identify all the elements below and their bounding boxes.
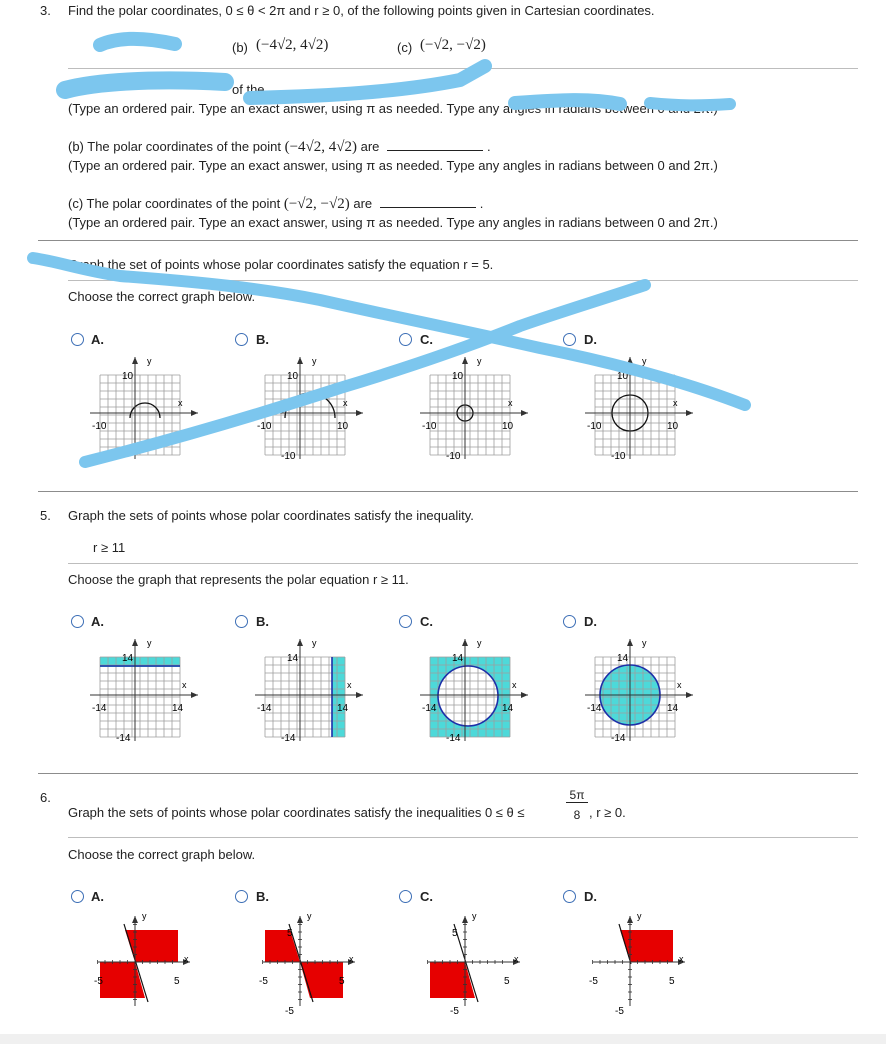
y-axis-arrow — [462, 357, 468, 364]
y-min-label: -5 — [285, 1006, 294, 1017]
y-axis-arrow — [462, 916, 468, 923]
y-max-label: 14 — [287, 653, 299, 664]
q6-option-a-radio[interactable] — [71, 890, 84, 903]
y-min-label: -14 — [281, 733, 296, 744]
x-axis-label: x — [178, 398, 183, 408]
q3-point-b: (−4√2, 4√2) — [256, 37, 329, 53]
q6-graph-d[interactable] — [585, 910, 695, 1015]
x-axis-arrow — [521, 692, 528, 698]
axes — [255, 357, 363, 459]
q5-graph-b[interactable] — [255, 637, 375, 742]
q4-graph-c[interactable] — [420, 355, 530, 460]
y-min-label: -10 — [446, 451, 461, 462]
q5-option-c-label: C. — [420, 614, 433, 629]
q5-option-b-radio[interactable] — [235, 615, 248, 628]
x-axis-arrow — [191, 692, 198, 698]
q6-option-c-label: C. — [420, 889, 433, 904]
x-max-label: 14 — [337, 703, 349, 714]
x-axis-arrow — [521, 410, 528, 416]
q6-graph-b[interactable] — [255, 910, 365, 1015]
q3-part-b-are: are — [360, 139, 380, 154]
q6-graph-c[interactable] — [420, 910, 530, 1015]
x-axis-arrow — [356, 692, 363, 698]
x-min-label: -5 — [589, 976, 598, 987]
q5-graph-d[interactable] — [585, 637, 705, 742]
q5-option-a-radio[interactable] — [71, 615, 84, 628]
grid — [100, 375, 180, 455]
q4-option-c-radio[interactable] — [399, 333, 412, 346]
q5-choose-text: Choose the graph that represents the polar equation r ≥ 11. — [68, 572, 409, 587]
divider — [38, 773, 858, 774]
y-axis-label: y — [312, 356, 317, 366]
divider — [38, 240, 858, 241]
axes — [255, 639, 363, 741]
y-axis-label: y — [307, 911, 312, 921]
x-axis-label: x — [184, 954, 189, 964]
q5-graph-c[interactable] — [420, 637, 540, 742]
q6-option-b-radio[interactable] — [235, 890, 248, 903]
y-max-label: 5 — [452, 928, 458, 939]
divider — [68, 837, 858, 838]
x-axis-label: x — [679, 954, 684, 964]
grid — [100, 657, 180, 737]
x-max-label: 5 — [174, 976, 180, 987]
q6-prompt: Graph the sets of points whose polar coordinates satisfy the inequalities 0 ≤ θ ≤ — [68, 805, 525, 820]
q4-graph-b[interactable] — [255, 355, 365, 460]
x-max-label: 14 — [667, 703, 679, 714]
y-min-label: -14 — [446, 733, 461, 744]
x-min-label: -14 — [257, 703, 272, 714]
divider — [68, 280, 858, 281]
axes — [420, 357, 528, 459]
q4-option-a-label: A. — [91, 332, 104, 347]
q3-part-c-question: (c) The polar coordinates of the point (−√2, −√2) are . — [68, 196, 484, 212]
x-min-label: -14 — [422, 703, 437, 714]
q3-part-b-instructions: (Type an ordered pair. Type an exact answer, using π as needed. Type any angles in radians between 0 and 2π.) — [68, 158, 718, 173]
grid — [595, 375, 675, 455]
axes — [90, 357, 198, 459]
q6-number: 6. — [40, 790, 51, 805]
x-max-label: 14 — [502, 703, 514, 714]
x-axis-label: x — [349, 954, 354, 964]
q3-part-c-point: (−√2, −√2) — [283, 196, 350, 212]
q6-option-c-radio[interactable] — [399, 890, 412, 903]
x-axis-label: x — [508, 398, 513, 408]
q6-fraction-denominator: 8 — [573, 808, 581, 822]
x-min-label: -5 — [259, 976, 268, 987]
x-min-label: -5 — [94, 976, 103, 987]
semicircle-curve — [285, 393, 335, 418]
shaded-sector — [265, 930, 300, 962]
x-max-label: 5 — [504, 976, 510, 987]
q3-point-c-label: (c) — [397, 40, 413, 55]
q5-option-c-radio[interactable] — [399, 615, 412, 628]
grid — [430, 375, 510, 455]
shaded-sector — [100, 962, 145, 998]
y-max-label: 10 — [287, 371, 299, 382]
x-axis-arrow — [686, 692, 693, 698]
q6-option-a-label: A. — [91, 889, 104, 904]
y-axis-label: y — [147, 356, 152, 366]
q6-fraction-numerator: 5π — [566, 788, 588, 803]
x-min-label: -10 — [422, 421, 437, 432]
x-axis-arrow — [191, 410, 198, 416]
q3-part-b-question: (b) The polar coordinates of the point (−4√2, 4√2) are . — [68, 139, 491, 155]
y-axis-arrow — [297, 357, 303, 364]
x-axis-label: x — [182, 680, 187, 690]
x-axis-label: x — [673, 398, 678, 408]
divider — [38, 491, 858, 492]
x-max-label: 10 — [502, 421, 514, 432]
y-axis-label: y — [147, 638, 152, 648]
q3-part-a-instructions: (Type an ordered pair. Type an exact answer, using π as needed. Type any angles in radians between 0 and 2π.) — [68, 101, 718, 116]
q3-part-c-instructions: (Type an ordered pair. Type an exact answer, using π as needed. Type any angles in radians between 0 and 2π.) — [68, 215, 718, 230]
q5-prompt: Graph the sets of points whose polar coordinates satisfy the inequality. — [68, 508, 474, 523]
y-min-label: -14 — [611, 733, 626, 744]
y-min-label: -10 — [611, 451, 626, 462]
q6-option-d-radio[interactable] — [563, 890, 576, 903]
y-axis-arrow — [297, 639, 303, 646]
y-max-label: 10 — [452, 371, 464, 382]
y-max-label: 10 — [617, 371, 629, 382]
y-axis-arrow — [132, 357, 138, 364]
q4-option-c-label: C. — [420, 332, 433, 347]
y-axis-label: y — [312, 638, 317, 648]
shaded-sector — [125, 930, 178, 962]
q4-graph-a[interactable] — [90, 355, 200, 460]
q5-option-d-label: D. — [584, 614, 597, 629]
q6-option-b-label: B. — [256, 889, 269, 904]
q5-option-a-label: A. — [91, 614, 104, 629]
q3-part-a-partial: of the — [232, 82, 265, 97]
y-axis-arrow — [627, 357, 633, 364]
y-axis-arrow — [132, 639, 138, 646]
q4-option-b-label: B. — [256, 332, 269, 347]
y-axis-label: y — [642, 356, 647, 366]
x-max-label: 10 — [667, 421, 679, 432]
axes — [585, 357, 693, 459]
q4-option-d-radio[interactable] — [563, 333, 576, 346]
y-axis-label: y — [142, 911, 147, 921]
y-max-label: 5 — [287, 928, 293, 939]
shaded-sector — [620, 930, 673, 962]
scribble-stroke — [250, 66, 485, 98]
q3-point-c: (−√2, −√2) — [420, 37, 486, 53]
x-axis-label: x — [347, 680, 352, 690]
shaded-sector — [430, 962, 475, 998]
scribble-stroke — [65, 80, 225, 90]
x-axis-label: x — [677, 680, 682, 690]
q4-option-d-label: D. — [584, 332, 597, 347]
q3-part-b-answer-field[interactable] — [387, 138, 483, 151]
divider — [68, 563, 858, 564]
q3-part-b-text: (b) The polar coordinates of the point — [68, 139, 281, 154]
y-min-label: -5 — [615, 1006, 624, 1017]
y-axis-arrow — [132, 916, 138, 923]
y-axis-label: y — [477, 356, 482, 366]
q3-point-b-label: (b) — [232, 40, 248, 55]
y-max-label: 14 — [452, 653, 464, 664]
grid — [265, 375, 345, 455]
divider — [68, 68, 858, 69]
q5-inequality: r ≥ 11 — [93, 540, 126, 555]
y-max-label: 14 — [617, 653, 629, 664]
y-axis-label: y — [472, 911, 477, 921]
q3-part-c-answer-field[interactable] — [380, 195, 476, 208]
y-max-label: 10 — [122, 371, 134, 382]
q4-graph-d[interactable] — [585, 355, 695, 460]
x-min-label: -10 — [92, 421, 107, 432]
q6-choose-text: Choose the correct graph below. — [68, 847, 256, 862]
x-max-label: 5 — [669, 976, 675, 987]
q4-option-b-radio[interactable] — [235, 333, 248, 346]
q6-prompt-end: , r ≥ 0. — [589, 805, 626, 820]
x-min-label: -14 — [587, 703, 602, 714]
axes — [90, 639, 198, 741]
q3-prompt: Find the polar coordinates, 0 ≤ θ < 2π and r ≥ 0, of the following points given in Cartesian coordinates. — [68, 3, 655, 18]
scribble-stroke — [100, 39, 175, 45]
x-axis-label: x — [343, 398, 348, 408]
y-axis-arrow — [462, 639, 468, 646]
y-max-label: 14 — [122, 653, 134, 664]
y-axis-label: y — [477, 638, 482, 648]
q5-option-b-label: B. — [256, 614, 269, 629]
y-min-label: -14 — [116, 733, 131, 744]
x-max-label: 10 — [337, 421, 349, 432]
q3-part-c-text: (c) The polar coordinates of the point — [68, 196, 281, 211]
y-axis-label: y — [642, 638, 647, 648]
q4-prompt: Graph the set of points whose polar coordinates satisfy the equation r = 5. — [68, 257, 494, 272]
q3-number: 3. — [40, 3, 51, 18]
y-min-label: -5 — [450, 1006, 459, 1017]
x-axis-arrow — [356, 410, 363, 416]
q4-option-a-radio[interactable] — [71, 333, 84, 346]
q5-graph-a[interactable] — [90, 637, 210, 742]
x-min-label: -14 — [92, 703, 107, 714]
y-axis-arrow — [627, 639, 633, 646]
y-axis-arrow — [297, 916, 303, 923]
y-axis-arrow — [627, 916, 633, 923]
q3-part-c-are: are — [353, 196, 373, 211]
x-max-label: 5 — [339, 976, 345, 987]
q5-option-d-radio[interactable] — [563, 615, 576, 628]
q3-part-b-point: (−4√2, 4√2) — [284, 139, 357, 155]
y-min-label: -10 — [281, 451, 296, 462]
x-axis-arrow — [686, 410, 693, 416]
q5-number: 5. — [40, 508, 51, 523]
x-min-label: -10 — [257, 421, 272, 432]
x-max-label: 14 — [172, 703, 184, 714]
y-axis-label: y — [637, 911, 642, 921]
x-min-label: -10 — [587, 421, 602, 432]
q6-graph-a[interactable] — [90, 910, 200, 1015]
page-footer-bar — [0, 1034, 886, 1044]
q4-choose-text: Choose the correct graph below. — [68, 289, 256, 304]
x-axis-label: x — [512, 680, 517, 690]
x-axis-label: x — [514, 954, 519, 964]
q6-option-d-label: D. — [584, 889, 597, 904]
